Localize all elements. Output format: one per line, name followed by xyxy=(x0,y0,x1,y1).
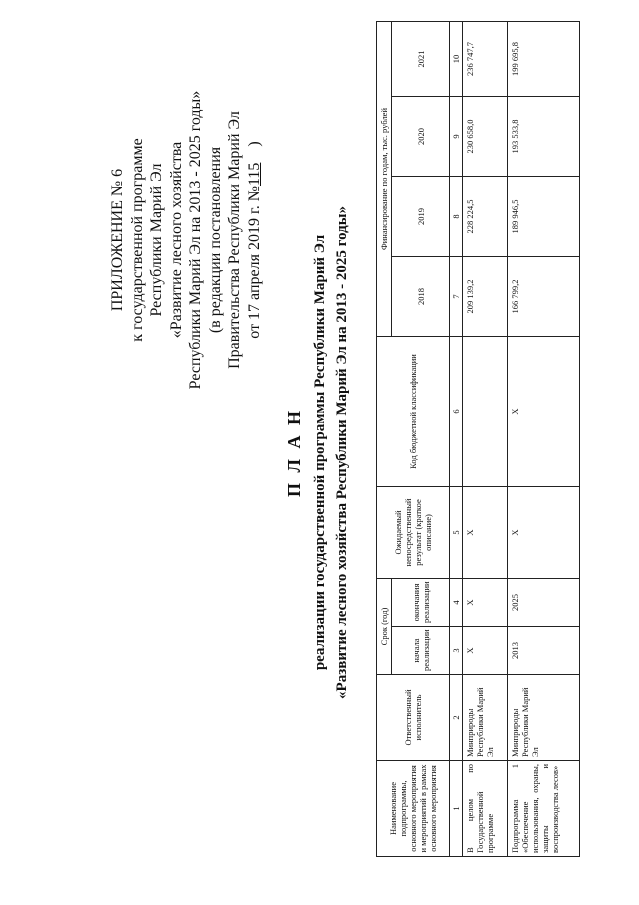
header-year: 2019 xyxy=(392,176,450,256)
cell-end: 2025 xyxy=(508,578,580,626)
column-index: 7 xyxy=(450,256,463,336)
cell-value: 166 799,2 xyxy=(508,256,580,336)
cell-start: Х xyxy=(463,627,508,675)
appendix-block xyxy=(108,60,264,420)
column-index: 10 xyxy=(450,21,463,96)
header-term-end: окончания реализации xyxy=(392,578,450,626)
cell-value: 193 533,8 xyxy=(508,96,580,176)
date-suffix: ) xyxy=(245,141,263,147)
header-kbk: Код бюджетной классификации xyxy=(377,336,450,486)
column-index: 3 xyxy=(450,627,463,675)
appendix-line: ПРИЛОЖЕНИЕ № 6 xyxy=(109,168,126,312)
column-index: 8 xyxy=(450,176,463,256)
cell-kbk: Х xyxy=(508,336,580,486)
cell-value: 199 695,8 xyxy=(508,21,580,96)
cell-value: 236 747,7 xyxy=(463,21,508,96)
cell-name: В целом по Государственной программе xyxy=(463,761,508,857)
cell-value: 209 139,2 xyxy=(463,256,508,336)
header-year: 2018 xyxy=(392,256,450,336)
cell-start: 2013 xyxy=(508,627,580,675)
column-index: 9 xyxy=(450,96,463,176)
appendix-line: (в редакции постановления xyxy=(206,146,224,334)
column-index: 5 xyxy=(450,486,463,578)
column-index: 6 xyxy=(450,336,463,486)
column-index: 1 xyxy=(450,761,463,857)
plan-subtitle-1: реализации государственной программы Республики Марий Эл xyxy=(312,234,328,671)
cell-value: 230 658,0 xyxy=(463,96,508,176)
header-year: 2021 xyxy=(392,21,450,96)
header-name: Наименование подпрограммы, основного мероприятия и мероприятий в рамках основного мероприятия xyxy=(377,761,450,857)
column-index: 4 xyxy=(450,578,463,626)
cell-name: Подпрограмма 1 «Обеспечение использования, охраны, защиты и воспроизводства лесов» xyxy=(508,761,580,857)
header-year: 2020 xyxy=(392,96,450,176)
plan-subtitle-2: «Развитие лесного хозяйства Республики Марий Эл на 2013 - 2025 годы» xyxy=(334,206,350,699)
column-index-row xyxy=(450,21,463,856)
appendix-date-line xyxy=(245,60,265,420)
cell-result: Х xyxy=(463,486,508,578)
resolution-number: 115 xyxy=(245,162,263,187)
cell-executor: Минприроды Республики Марий Эл xyxy=(508,675,580,761)
header-term: Срок (год) xyxy=(377,578,392,674)
plan-table xyxy=(376,21,580,857)
cell-result: Х xyxy=(508,486,580,578)
appendix-line: к государственной программе xyxy=(128,138,146,342)
cell-value: 189 946,5 xyxy=(508,176,580,256)
header-financing: Финансирование по годам, тыс. рублей xyxy=(377,21,392,336)
plan-title: П Л А Н xyxy=(284,408,304,497)
table-row xyxy=(463,21,508,856)
cell-kbk xyxy=(463,336,508,486)
appendix-line: Республики Марий Эл на 2013 - 2025 годы» xyxy=(187,90,204,390)
table-row xyxy=(508,21,580,856)
header-executor: Ответственный исполнитель xyxy=(377,675,450,761)
cell-end: Х xyxy=(463,578,508,626)
cell-executor: Минприроды Республики Марий Эл xyxy=(463,675,508,761)
appendix-line: «Развитие лесного хозяйства xyxy=(167,141,185,339)
header-result: Ожидаемый непосредственный результат (краткое описание) xyxy=(377,486,450,578)
header-term-start: начала реализации xyxy=(392,627,450,675)
appendix-line: Республики Марий Эл xyxy=(148,163,165,317)
cell-value: 228 224,5 xyxy=(463,176,508,256)
column-index: 2 xyxy=(450,675,463,761)
appendix-line: Правительства Республики Марий Эл xyxy=(226,111,243,369)
date-prefix: от 17 апреля 2019 г. № xyxy=(245,186,263,339)
